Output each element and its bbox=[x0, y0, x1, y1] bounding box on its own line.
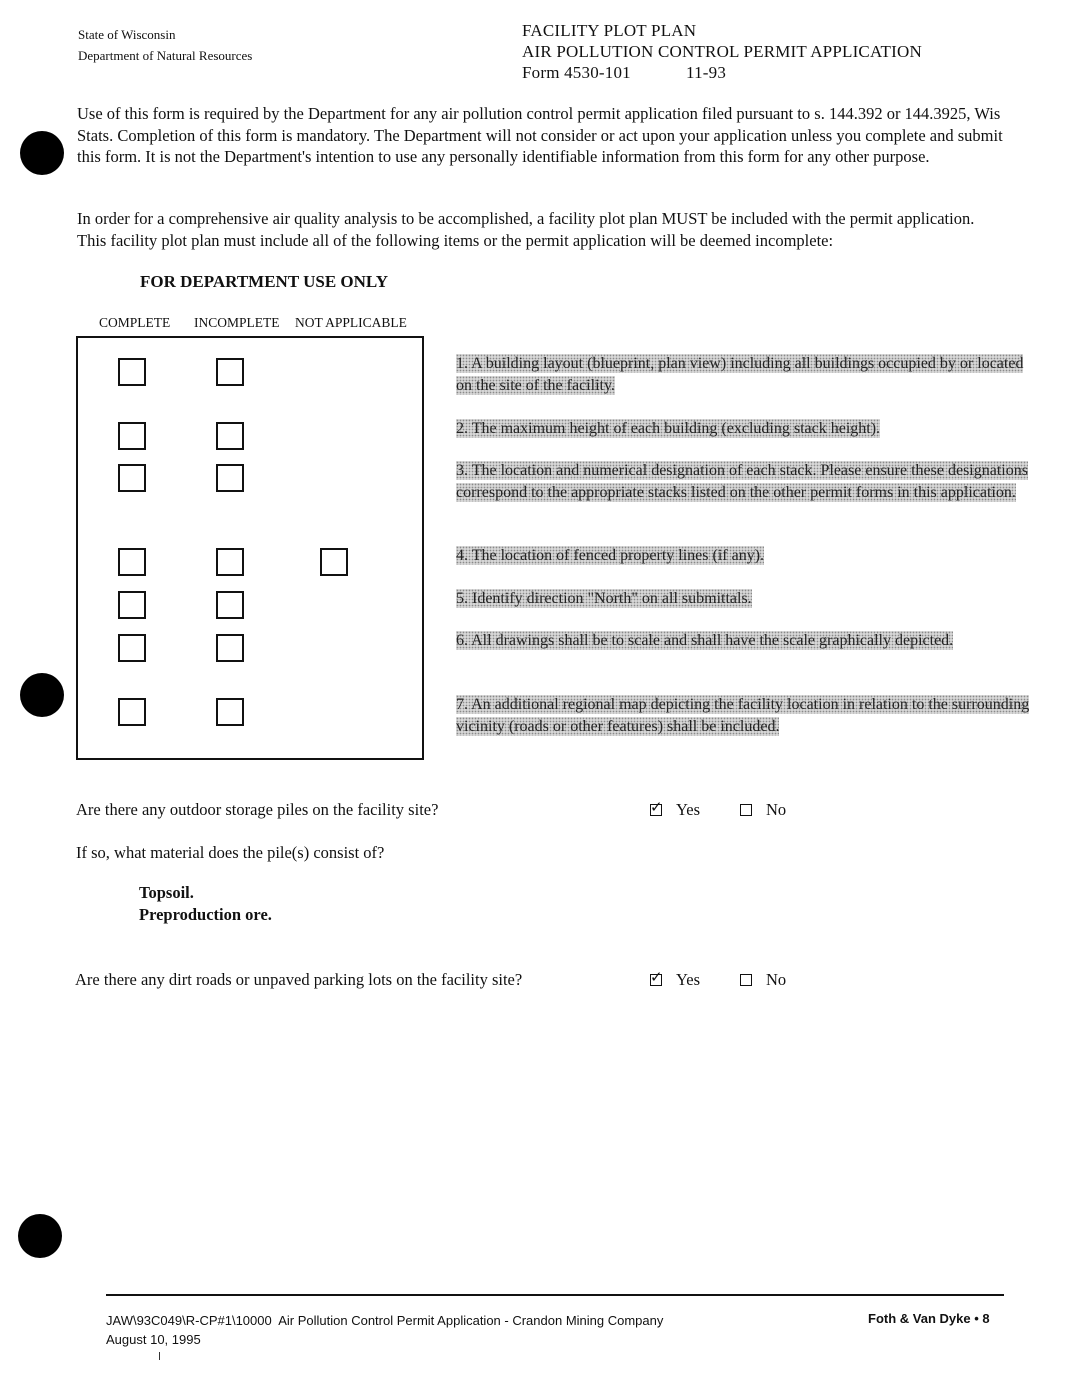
item-4-not-applicable-checkbox[interactable] bbox=[320, 548, 348, 576]
item-4-complete-checkbox[interactable] bbox=[118, 548, 146, 576]
storage-piles-yes-checkbox[interactable] bbox=[650, 798, 663, 816]
column-header-complete: COMPLETE bbox=[99, 315, 171, 330]
footer-file-path: JAW\93C049\R-CP#1\10000 bbox=[106, 1313, 272, 1328]
footer-date: August 10, 1995 bbox=[106, 1332, 201, 1347]
checkmark-icon: ✓ bbox=[650, 968, 663, 986]
requirement-item-2 bbox=[456, 418, 1040, 440]
requirement-item-1 bbox=[456, 353, 1040, 396]
storage-piles-no-option[interactable] bbox=[740, 800, 786, 820]
requirement-item-7 bbox=[456, 694, 1040, 737]
state-name: State of Wisconsin bbox=[78, 27, 176, 42]
checkmark-icon: ✓ bbox=[650, 798, 663, 816]
binder-hole-bottom bbox=[18, 1214, 62, 1258]
item-7-incomplete-checkbox[interactable] bbox=[216, 698, 244, 726]
column-header-not-applicable: NOT APPLICABLE bbox=[295, 315, 407, 330]
page-number: 8 bbox=[982, 1311, 990, 1326]
footer-description: Air Pollution Control Permit Application - Crandon Mining Company bbox=[278, 1313, 664, 1328]
requirement-item-6 bbox=[456, 630, 1040, 652]
pile-material-answers bbox=[139, 882, 272, 926]
pile-material-answer-1: Topsoil. bbox=[139, 883, 194, 902]
dirt-roads-no-checkbox[interactable] bbox=[740, 974, 752, 986]
intro-paragraph-1: Use of this form is required by the Department for any air pollution control permit application filed pursuant to s. 144.392 or 144.3925, Wis Stats. Completion of this form is mandatory. The Department will not consider or act upon your application unless you complete and submit this form. It is not the Department's intention to use any personally identifiable information from this form for any other purpose. bbox=[77, 104, 1003, 166]
form-date: 11-93 bbox=[686, 63, 727, 82]
item-5-complete-checkbox[interactable] bbox=[118, 591, 146, 619]
binder-hole-top bbox=[20, 131, 64, 175]
agency-block bbox=[78, 24, 252, 66]
requirement-item-2-text: 2. The maximum height of each building (excluding stack height). bbox=[456, 420, 881, 437]
item-7-complete-checkbox[interactable] bbox=[118, 698, 146, 726]
form-number: Form 4530-101 bbox=[522, 63, 631, 82]
form-title-block bbox=[522, 20, 922, 83]
intro-paragraph-2: In order for a comprehensive air quality analysis to be accomplished, a facility plot plan MUST be included with the permit application. This facility plot plan must include all of the following items or the permit application will be deemed incomplete: bbox=[77, 209, 975, 250]
dirt-roads-yes-checkbox[interactable] bbox=[650, 968, 663, 986]
requirement-item-5 bbox=[456, 588, 1040, 610]
footer-page-info bbox=[868, 1311, 990, 1326]
dirt-roads-yes-option[interactable] bbox=[650, 970, 700, 990]
requirement-item-1-text: 1. A building layout (blueprint, plan view) including all buildings occupied by or located on the site of the facility. bbox=[456, 355, 1024, 394]
item-2a-incomplete-checkbox[interactable] bbox=[216, 422, 244, 450]
requirement-item-7-text: 7. An additional regional map depicting the facility location in relation to the surrounding vicinity (roads or other features) shall be included. bbox=[456, 696, 1030, 735]
requirement-item-3-text: 3. The location and numerical designation of each stack. Please ensure these designations correspond to the appropriate stacks listed on the other permit forms in this application. bbox=[456, 462, 1028, 501]
dirt-roads-no-option[interactable] bbox=[740, 970, 786, 990]
storage-piles-yes-option[interactable] bbox=[650, 800, 700, 820]
requirement-item-3 bbox=[456, 460, 1040, 503]
pile-material-question: If so, what material does the pile(s) consist of? bbox=[76, 843, 385, 862]
footer-bullet: • bbox=[974, 1311, 979, 1326]
form-title: FACILITY PLOT PLAN bbox=[522, 21, 697, 40]
storage-piles-question: Are there any outdoor storage piles on the facility site? bbox=[76, 800, 439, 819]
requirement-item-6-text: 6. All drawings shall be to scale and shall have the scale graphically depicted. bbox=[456, 632, 954, 649]
item-2b-complete-checkbox[interactable] bbox=[118, 464, 146, 492]
form-subtitle: AIR POLLUTION CONTROL PERMIT APPLICATION bbox=[522, 42, 922, 61]
item-6-complete-checkbox[interactable] bbox=[118, 634, 146, 662]
form-id-line bbox=[522, 62, 922, 83]
item-2b-incomplete-checkbox[interactable] bbox=[216, 464, 244, 492]
department-use-heading: FOR DEPARTMENT USE ONLY bbox=[140, 272, 388, 291]
storage-piles-no-checkbox[interactable] bbox=[740, 804, 752, 816]
storage-piles-no-label: No bbox=[766, 800, 787, 819]
footer-document-info bbox=[106, 1311, 663, 1349]
footer-firm: Foth & Van Dyke bbox=[868, 1311, 971, 1326]
dirt-roads-yes-label: Yes bbox=[676, 970, 701, 989]
column-header-incomplete: INCOMPLETE bbox=[194, 315, 280, 330]
binder-hole-middle bbox=[20, 673, 64, 717]
dirt-roads-no-label: No bbox=[766, 970, 787, 989]
dirt-roads-question: Are there any dirt roads or unpaved parking lots on the facility site? bbox=[75, 970, 523, 989]
storage-piles-yes-label: Yes bbox=[676, 800, 701, 819]
item-6-incomplete-checkbox[interactable] bbox=[216, 634, 244, 662]
item-4-incomplete-checkbox[interactable] bbox=[216, 548, 244, 576]
pile-material-answer-2: Preproduction ore. bbox=[139, 905, 272, 924]
requirement-item-4-text: 4. The location of fenced property lines (if any). bbox=[456, 547, 765, 564]
item-5-incomplete-checkbox[interactable] bbox=[216, 591, 244, 619]
item-1-incomplete-checkbox[interactable] bbox=[216, 358, 244, 386]
stray-mark bbox=[159, 1352, 160, 1360]
footer-divider bbox=[106, 1294, 1004, 1296]
requirement-item-5-text: 5. Identify direction "North" on all submittals. bbox=[456, 590, 752, 607]
item-1-complete-checkbox[interactable] bbox=[118, 358, 146, 386]
requirement-item-4 bbox=[456, 545, 1040, 567]
item-2a-complete-checkbox[interactable] bbox=[118, 422, 146, 450]
department-name: Department of Natural Resources bbox=[78, 48, 253, 63]
